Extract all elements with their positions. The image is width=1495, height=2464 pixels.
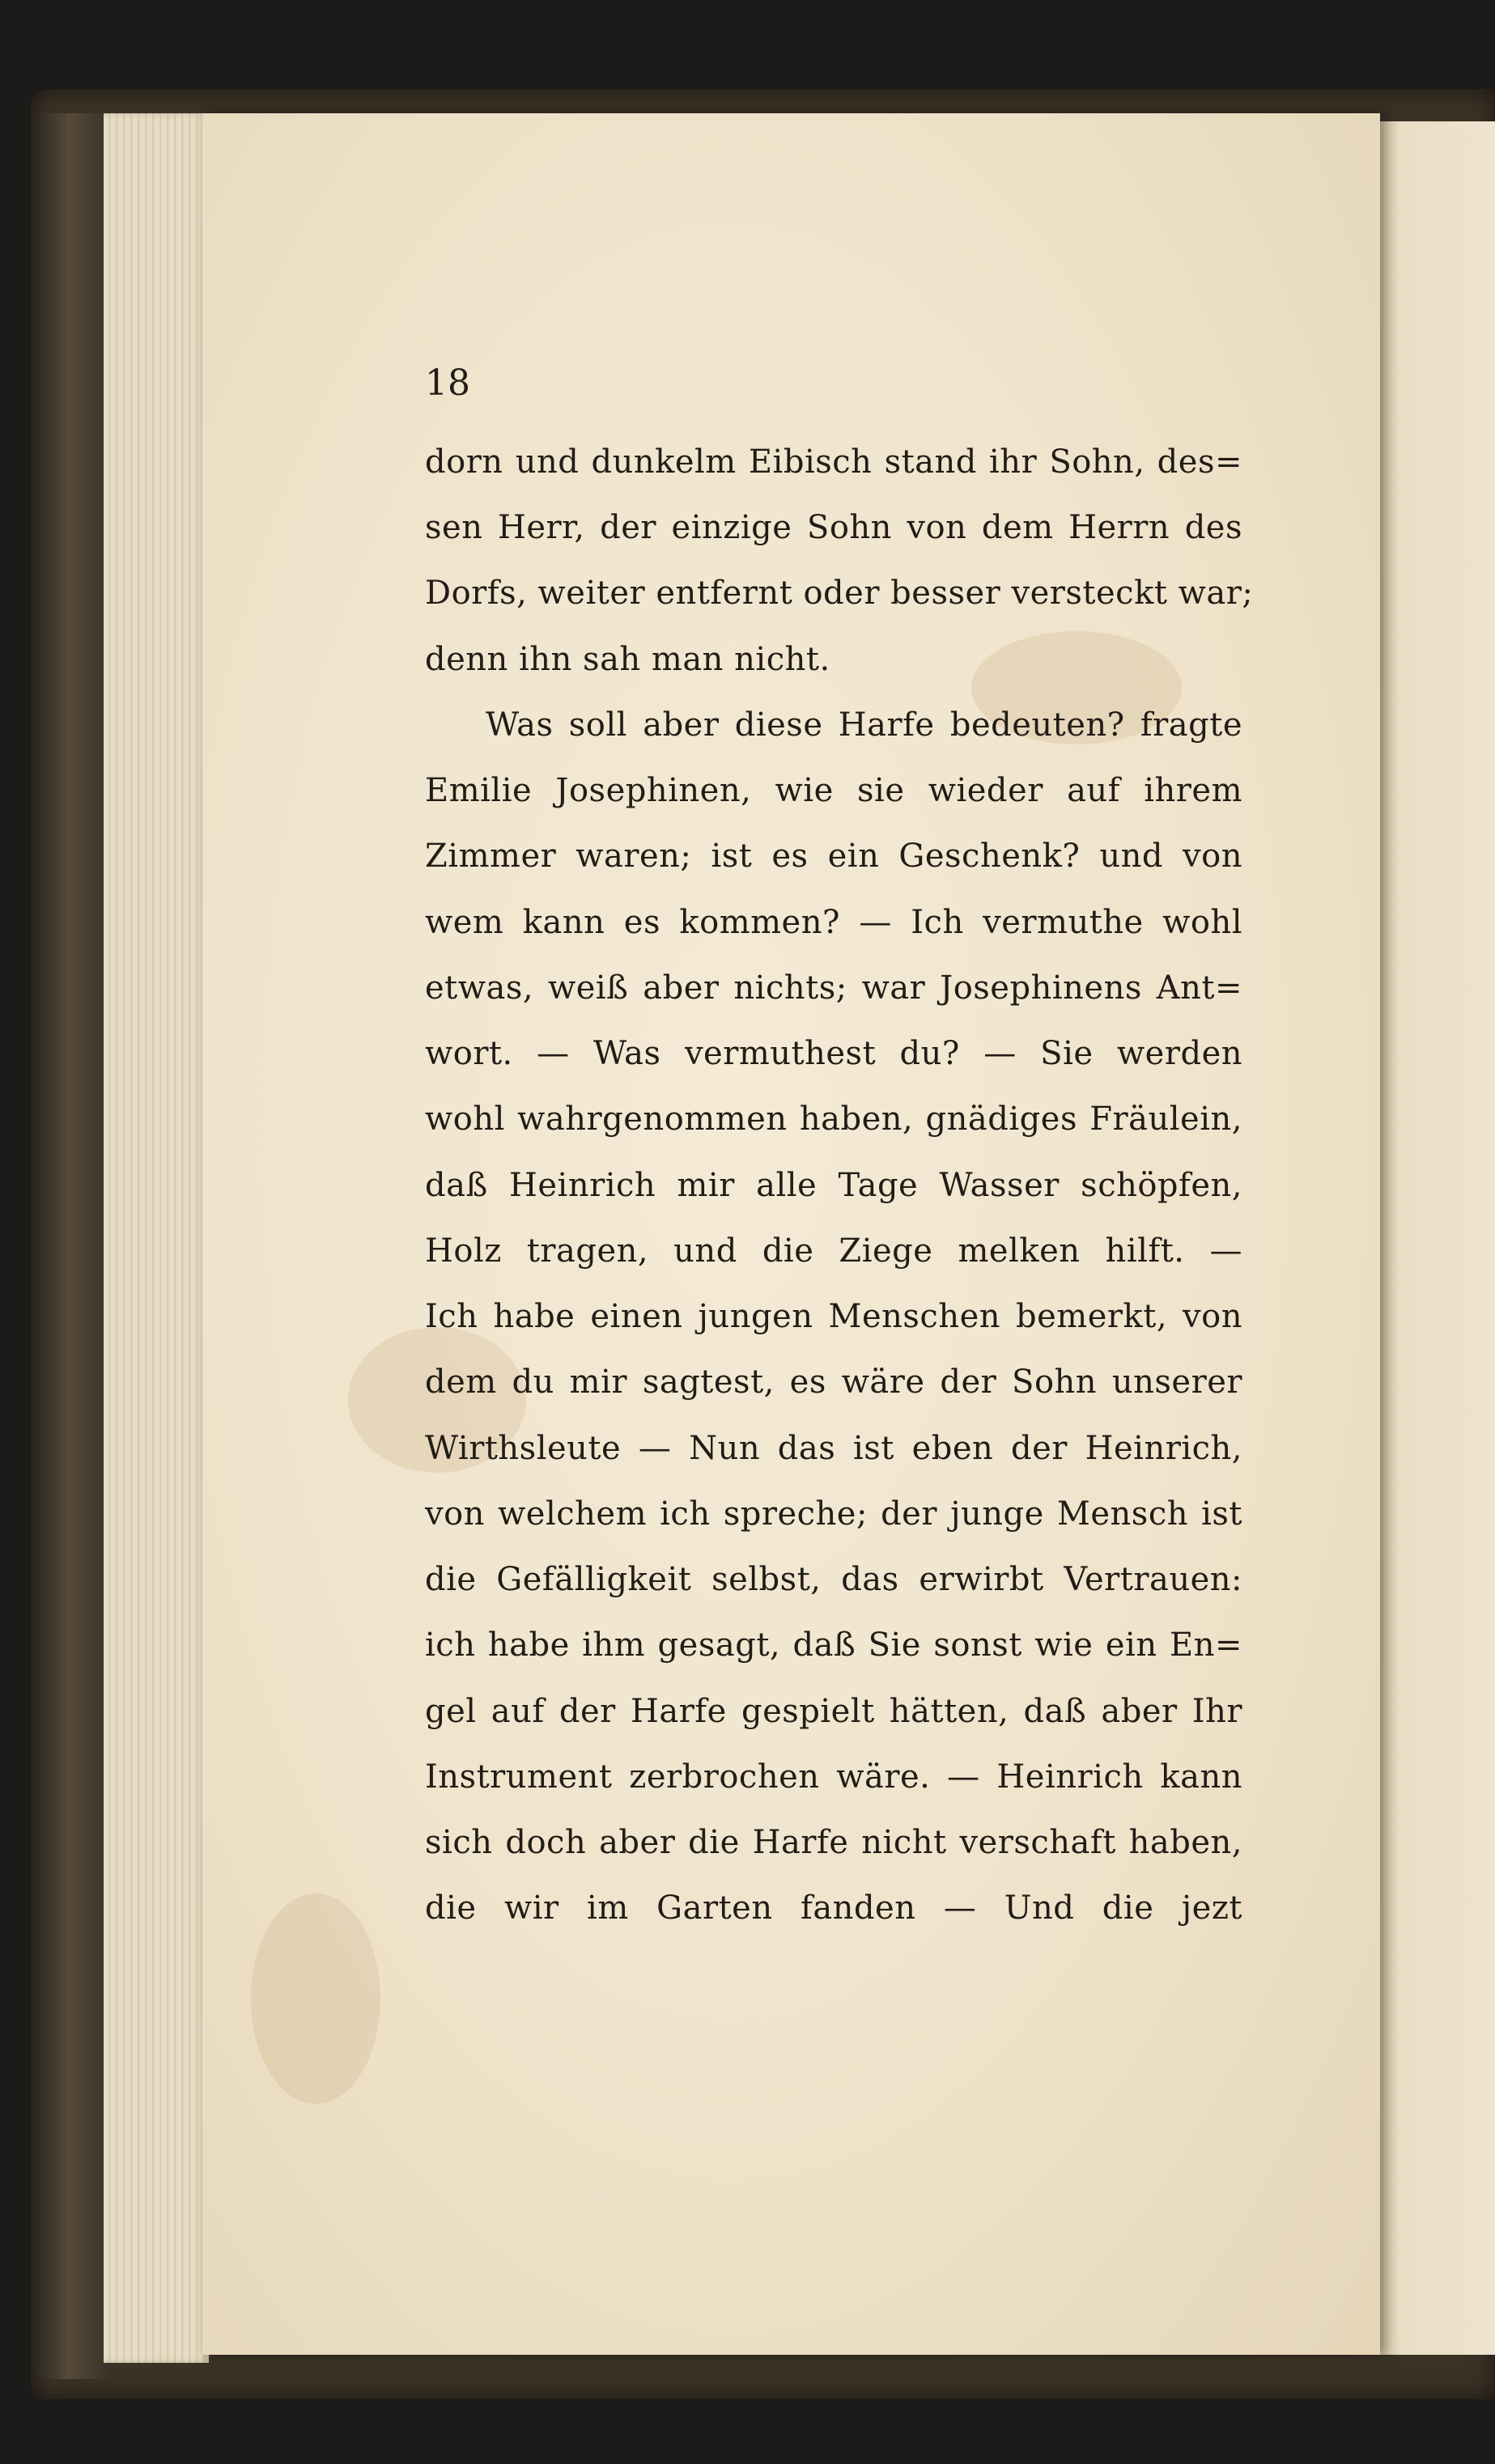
text-line: sich doch aber die Harfe nicht verschaft haben,: [425, 1824, 1242, 1861]
text-line: von welchem ich spreche; der junge Mensch ist: [425, 1495, 1242, 1533]
page-number: 18: [425, 363, 470, 404]
facing-page-edge: [1380, 121, 1495, 2355]
text-line: etwas, weiß aber nichts; war Josephinens Ant=: [425, 969, 1242, 1007]
text-line: denn ihn sah man nicht.: [425, 641, 830, 678]
text-line: Wirthsleute — Nun das ist eben der Heinrich,: [425, 1430, 1242, 1467]
text-line: gel auf der Harfe gespielt hätten, daß aber Ihr: [425, 1693, 1242, 1730]
foxing-spot: [251, 1894, 380, 2104]
text-line: Zimmer waren; ist es ein Geschenk? und von: [425, 838, 1242, 875]
text-line: dem du mir sagtest, es wäre der Sohn unserer: [425, 1363, 1242, 1401]
text-line: wort. — Was vermuthest du? — Sie werden: [425, 1035, 1242, 1072]
text-line: Emilie Josephinen, wie sie wieder auf ihrem: [425, 772, 1242, 809]
text-line: die Gefälligkeit selbst, das erwirbt Vertrauen:: [425, 1561, 1242, 1598]
text-line: wohl wahrgenommen haben, gnädiges Fräulein,: [425, 1101, 1242, 1138]
text-line: Dorfs, weiter entfernt oder besser versteckt war;: [425, 575, 1254, 612]
text-line: daß Heinrich mir alle Tage Wasser schöpfen,: [425, 1167, 1242, 1204]
text-line: die wir im Garten fanden — Und die jezt: [425, 1889, 1242, 1927]
text-line: sen Herr, der einzige Sohn von dem Herrn des: [425, 509, 1242, 546]
text-line: wem kann es kommen? — Ich vermuthe wohl: [425, 904, 1242, 941]
page-stack-edges: [104, 113, 209, 2363]
book-spine-edge: [37, 113, 108, 2379]
text-line: Holz tragen, und die Ziege melken hilft. —: [425, 1232, 1242, 1270]
text-line: Was soll aber diese Harfe bedeuten? fragte: [486, 706, 1242, 744]
text-line: Ich habe einen jungen Menschen bemerkt, von: [425, 1298, 1242, 1335]
text-line: ich habe ihm gesagt, daß Sie sonst wie ein En=: [425, 1626, 1242, 1664]
text-line: Instrument zerbrochen wäre. — Heinrich kann: [425, 1758, 1242, 1796]
text-line: dorn und dunkelm Eibisch stand ihr Sohn, des=: [425, 443, 1242, 481]
